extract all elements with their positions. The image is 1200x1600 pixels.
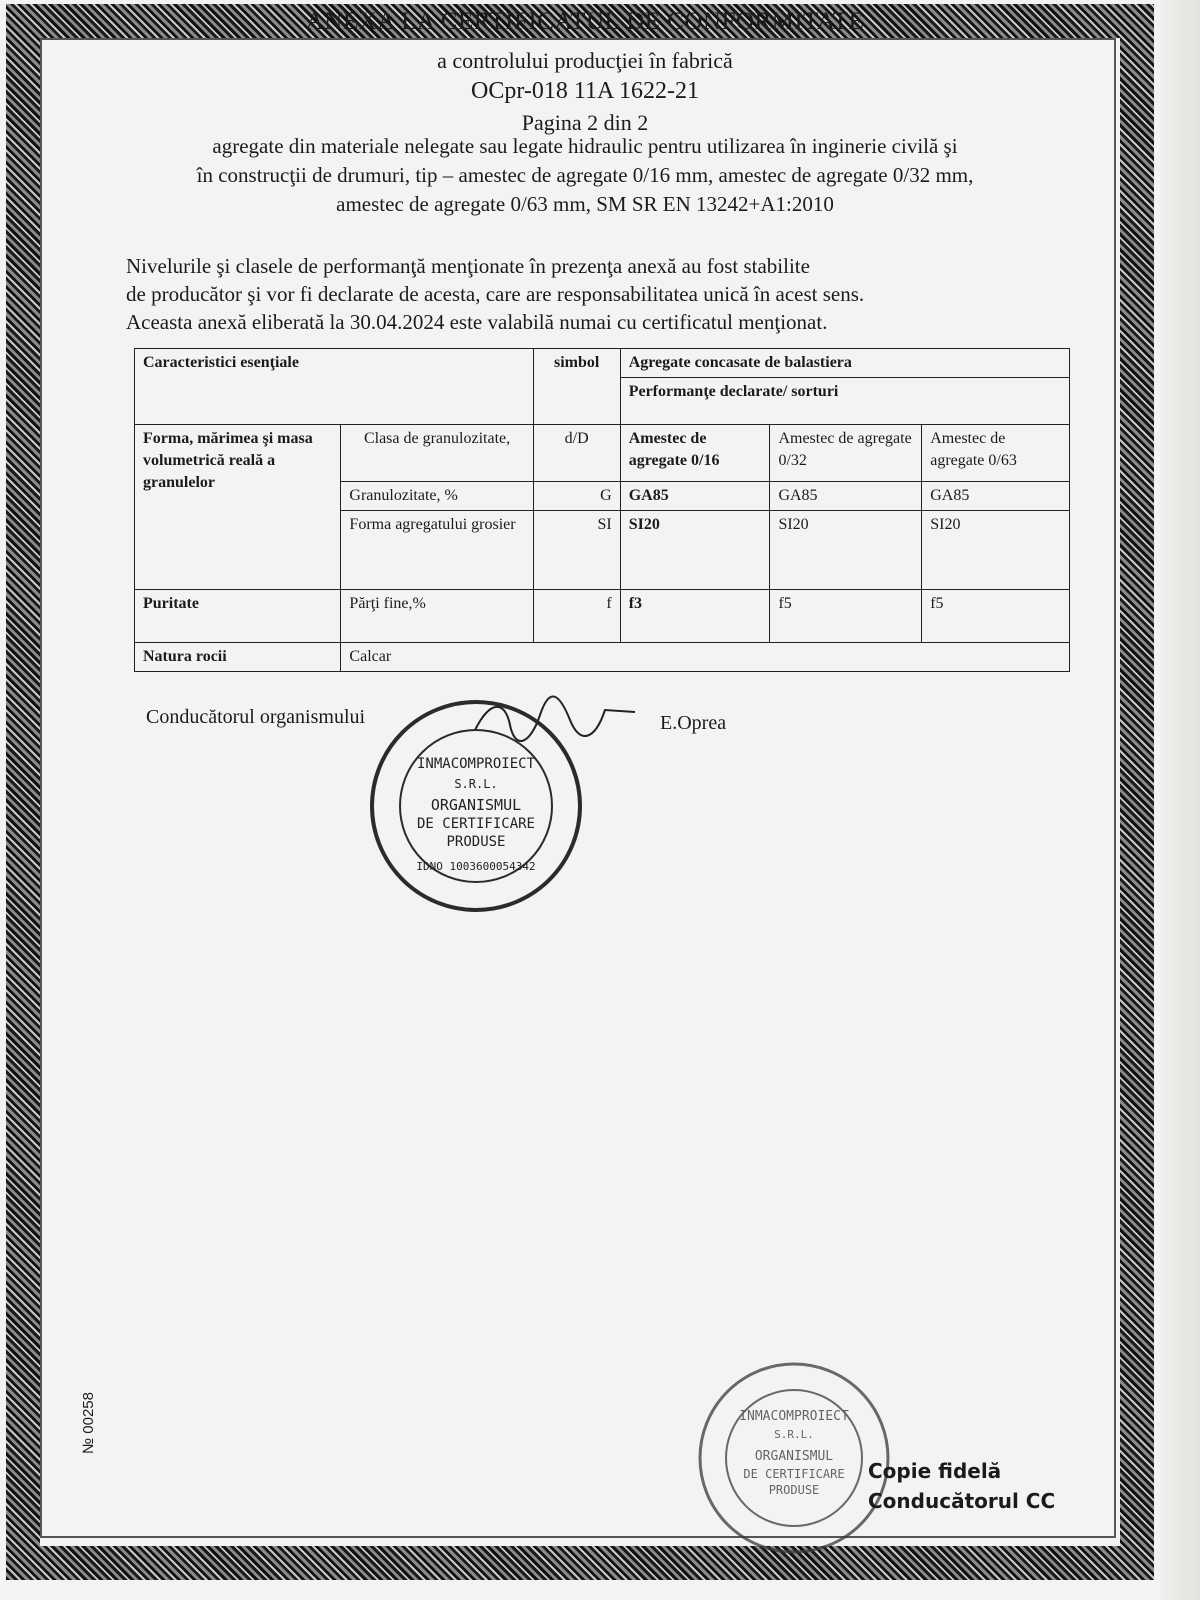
stamp-line: DE CERTIFICARE	[743, 1467, 845, 1481]
cell-class-symbol: d/D	[533, 425, 620, 482]
cell-shape-value: SI20	[922, 511, 1070, 590]
certification-stamp	[360, 698, 592, 914]
scope-line: în construcţii de drumuri, tip – amestec de agregate 0/16 mm, amestec de agregate 0/32 mm,	[196, 163, 974, 187]
signatory-role: Conducătorul organismului	[146, 706, 366, 728]
stamp-form: S.R.L.	[454, 777, 498, 791]
certificate-number: OCpr-018 11A 1622-21	[471, 78, 699, 104]
scope-text	[60, 132, 1110, 219]
stamp-line: PRODUSE	[446, 834, 506, 850]
stamp-line: ORGANISMUL	[754, 1449, 834, 1464]
true-copy-mark	[868, 1456, 1055, 1516]
intro-line: Nivelurile şi clasele de performanţă menţionate în prezenţa anexă au fost stabilite	[126, 254, 810, 278]
stamp-company: INMACOMPROIECT	[739, 1409, 849, 1424]
cell-shape-label: Forma agregatului grosier	[341, 511, 533, 590]
group-form-size: Forma, mărimea şi masa volumetrică reală a granulelor	[135, 425, 341, 590]
stamp-company: INMACOMPROIECT	[416, 756, 536, 772]
cell-gran-symbol: G	[533, 482, 620, 511]
header-performance: Performanţe declarate/ sorturi	[620, 378, 1069, 425]
intro-line: Aceasta anexă eliberată la 30.04.2024 este valabilă numai cu certificatul menţionat.	[126, 310, 828, 334]
cell-rock-value: Calcar	[341, 643, 1070, 672]
group-rock: Natura rocii	[135, 643, 341, 672]
stamp-idno: IDNO 1003600054342	[416, 860, 536, 873]
scope-line: agregate din materiale nelegate sau legate hidraulic pentru utilizarea în inginerie civilă şi	[212, 134, 958, 158]
stamp-form: S.R.L.	[774, 1428, 814, 1441]
stamp-line: DE CERTIFICARE	[416, 816, 536, 832]
header-product: Agregate concasate de balastiera	[620, 349, 1069, 378]
cell-gran-value: GA85	[770, 482, 922, 511]
header-characteristics: Caracteristici esenţiale	[135, 349, 534, 425]
copy-line: Copie fidelă	[868, 1459, 1002, 1483]
group-purity: Puritate	[135, 590, 341, 643]
cell-fines-symbol: f	[533, 590, 620, 643]
cell-mix-0-16: Amestec de agregate 0/16	[620, 425, 770, 482]
signatory-name: E.Oprea	[660, 712, 727, 734]
cell-mix-0-32: Amestec de agregate 0/32	[770, 425, 922, 482]
cell-gran-value: GA85	[922, 482, 1070, 511]
intro-line: de producător şi vor fi declarate de acesta, care are responsabilitatea unică în acest sens.	[126, 282, 865, 306]
cell-shape-symbol: SI	[533, 511, 620, 590]
cell-fines-value: f5	[922, 590, 1070, 643]
doc-title: ANEXA LA CERTIFICATUL DE CONFORMITATE	[305, 8, 865, 35]
page-indicator: Pagina 2 din 2	[521, 110, 649, 135]
cell-class-label: Clasa de granulozitate,	[341, 425, 533, 482]
cell-shape-value: SI20	[620, 511, 770, 590]
stamp-line: PRODUSE	[768, 1483, 820, 1497]
header-symbol: simbol	[533, 349, 620, 425]
cell-gran-label: Granulozitate, %	[341, 482, 533, 511]
performance-table	[134, 348, 1070, 672]
scope-line: amestec de agregate 0/63 mm, SM SR EN 13242+A1:2010	[336, 192, 834, 216]
cell-fines-value: f3	[620, 590, 770, 643]
cell-fines-value: f5	[770, 590, 922, 643]
cell-shape-value: SI20	[770, 511, 922, 590]
copy-line: Conducătorul CC	[868, 1489, 1056, 1513]
intro-paragraph	[126, 252, 1026, 336]
cell-mix-0-63: Amestec de agregate 0/63	[922, 425, 1070, 482]
stamp-line: ORGANISMUL	[430, 796, 522, 814]
page-edge	[1160, 0, 1200, 1600]
cell-gran-value: GA85	[620, 482, 770, 511]
doc-subtitle: a controlului producţiei în fabrică	[437, 48, 733, 73]
cell-fines-label: Părţi fine,%	[341, 590, 533, 643]
register-number: № 00258	[80, 1392, 97, 1454]
